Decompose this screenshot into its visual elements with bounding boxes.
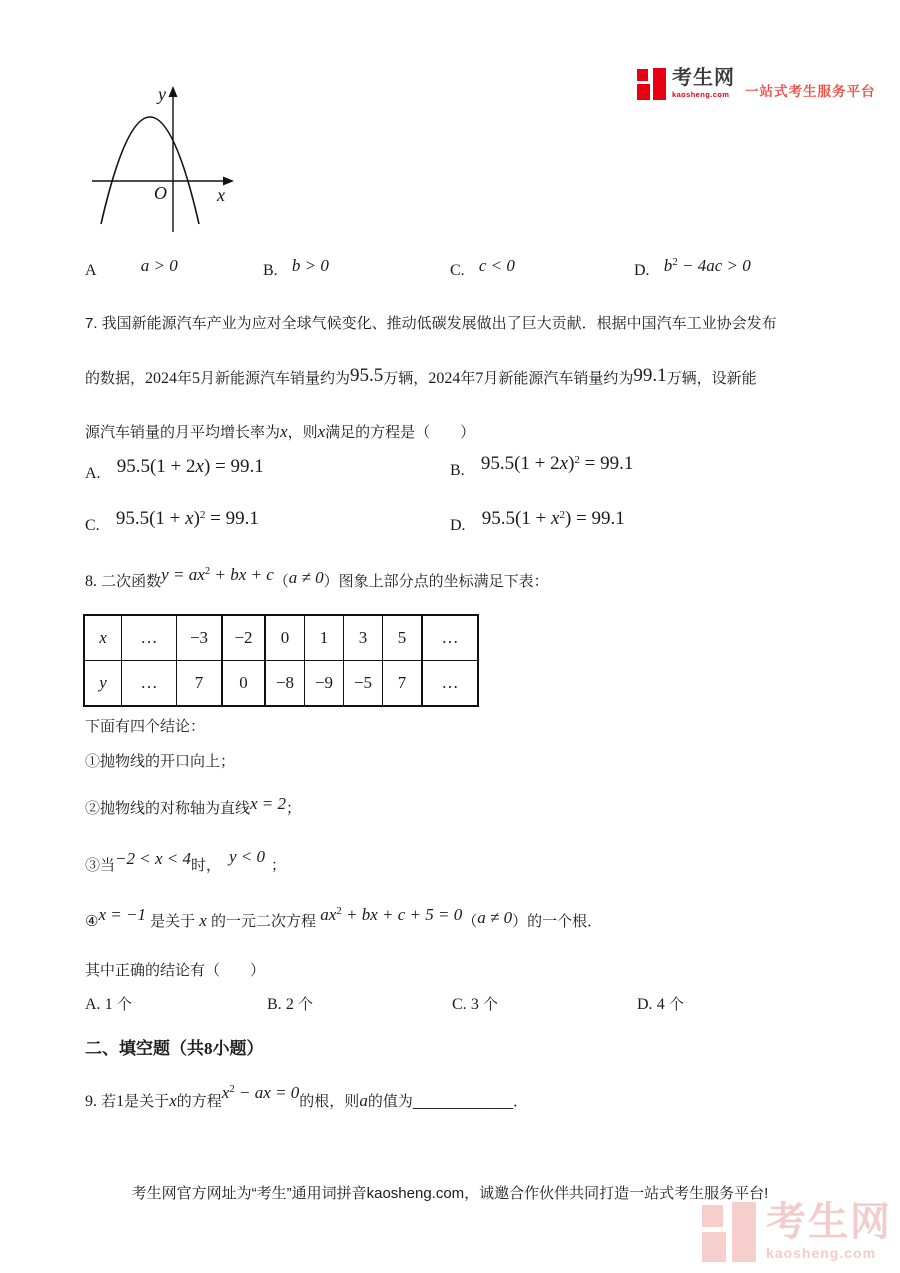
q8-question: 其中正确的结论有（ ） [85, 962, 266, 979]
y-axis-arrow [169, 86, 178, 97]
text: （ [273, 573, 289, 590]
footer-text: 考生网官方网址为“考生”通用词拼音kaosheng.com，诚邀合作伙伴共同打造一站式考生服务平台! [131, 1185, 769, 1202]
text: 时， [190, 857, 221, 874]
q7-text-line-3 [85, 419, 475, 445]
option-label: A [85, 262, 97, 279]
origin-label: O [154, 183, 167, 203]
text: ）图象上部分点的坐标满足下表： [323, 573, 549, 590]
table-cell: x [84, 615, 122, 661]
formula: ax [320, 905, 337, 924]
option-formula-base: b [663, 256, 673, 275]
text: 源汽车销量的月平均增长率为 [85, 424, 281, 441]
text: 年 [177, 370, 193, 387]
formula-sup: 2 [559, 509, 565, 521]
kaosheng-logo [637, 68, 876, 100]
table-cell: −9 [305, 661, 344, 707]
variable-a: a [359, 1091, 368, 1110]
q7-option-a [85, 453, 264, 482]
q8-conclusion-3 [85, 847, 287, 878]
sales-value-july: 99.1 [633, 365, 667, 386]
section-2-title [85, 1036, 264, 1062]
formula: −2 < x < 4 [115, 849, 191, 868]
option-unit: 个 [298, 996, 314, 1013]
option-number: 1 [104, 996, 113, 1013]
text: 的数据， [85, 370, 146, 387]
table-cell: … [422, 661, 478, 707]
variable-x: x [317, 422, 326, 441]
variable-x: x [280, 422, 288, 441]
option-formula-sup: 2 [672, 256, 678, 268]
text: 的一元二次方程 [206, 913, 321, 930]
text: ②抛物线的对称轴为直线 [85, 800, 251, 817]
text: 满足的方程是（ ） [325, 424, 476, 441]
text: 万辆， [383, 370, 429, 387]
q8-option-b [267, 993, 313, 1017]
formula: 95.5(1 + 2 [116, 456, 196, 477]
text: 若 [97, 1093, 117, 1110]
y-axis-label: y [158, 84, 166, 104]
text: 二、填空题（共 [85, 1039, 204, 1058]
table-cell: 0 [265, 615, 305, 661]
table-cell: 7 [177, 661, 223, 707]
q7-option-b [450, 450, 633, 479]
parabola-figure [90, 84, 238, 236]
formula: + bx + c + 5 = 0 [341, 905, 463, 924]
table-cell: −3 [177, 615, 223, 661]
q8-conclusions-intro: 下面有四个结论： [85, 718, 206, 735]
x-axis-label: x [217, 185, 225, 205]
formula: y < 0 [229, 847, 266, 866]
formula: 95.5(1 + 2 [480, 453, 560, 474]
table-row-y [84, 661, 478, 707]
watermark-text-block [766, 1202, 892, 1261]
formula: ) = 99.1 [564, 508, 625, 529]
formula: 95.5(1 + [481, 508, 552, 529]
text: ）的一个根． [512, 913, 603, 930]
formula: 95.5(1 + [115, 508, 186, 529]
text: ③当 [85, 857, 116, 874]
table-cell: 7 [383, 661, 423, 707]
table-cell: −5 [344, 661, 383, 707]
year: 2024 [145, 370, 178, 387]
formula: a ≠ 0 [288, 568, 324, 587]
table-cell: 0 [222, 661, 265, 707]
formula-sup: 2 [204, 565, 211, 577]
q8-conclusion-4 [85, 905, 603, 934]
q8-option-a [85, 993, 132, 1017]
q7-option-c [85, 505, 259, 534]
formula: x [551, 508, 560, 529]
table-cell: y [84, 661, 122, 707]
q7-text-line-2 [85, 364, 757, 393]
formula: = 99.1 [205, 508, 259, 529]
text: ； [271, 857, 287, 874]
text: 月新能源汽车销量约为 [200, 370, 351, 387]
text: 是关于 [145, 913, 200, 930]
logo-title: 考生网 [672, 67, 735, 89]
table-cell: 1 [305, 615, 344, 661]
parabola-curve [101, 117, 199, 224]
text: （ [462, 913, 478, 930]
formula-sup: 2 [336, 905, 342, 917]
formula: a ≠ 0 [477, 908, 513, 927]
table-cell: −8 [265, 661, 305, 707]
logo-domain: kaosheng.com [672, 90, 730, 99]
text: 月新能源汽车销量约为 [483, 370, 634, 387]
text: 年 [460, 370, 476, 387]
text: ④ [85, 913, 99, 930]
q8-conclusion-1: ①抛物线的开口向上； [85, 753, 236, 770]
table-row-x [84, 615, 478, 661]
q8-conclusion-2 [85, 795, 301, 821]
option-label: B. [267, 996, 282, 1013]
text: ； [286, 800, 302, 817]
option-formula-rest: − 4ac > 0 [677, 256, 751, 275]
question-number: 8. [85, 573, 97, 590]
formula: − ax = 0 [234, 1083, 300, 1102]
table-cell: … [422, 615, 478, 661]
formula: ) = 99.1 [203, 456, 264, 477]
table-cell: 3 [344, 615, 383, 661]
option-label: B. [450, 462, 465, 479]
option-label: D. [450, 517, 466, 534]
text: 小题） [212, 1039, 264, 1058]
table-cell: … [122, 615, 177, 661]
q8-intro [85, 565, 549, 594]
option-formula: c < 0 [478, 256, 515, 275]
option-label: D. [634, 262, 650, 279]
year: 2024 [428, 370, 461, 387]
text: 的根，则 [299, 1093, 360, 1110]
q6-option-b [263, 253, 329, 279]
formula: x [559, 453, 569, 474]
option-label: D. [637, 996, 653, 1013]
sales-value-may: 95.5 [350, 365, 384, 386]
month: 7 [475, 370, 484, 387]
watermark-logo-icon [702, 1202, 758, 1264]
q8-value-table [83, 614, 479, 707]
q6-option-c [450, 253, 515, 279]
q9-text [85, 1083, 528, 1114]
formula: ) [568, 453, 575, 474]
text: ． [512, 1093, 528, 1110]
question-number: 9. [85, 1093, 97, 1110]
formula-sup: 2 [229, 1083, 235, 1095]
q6-option-a [85, 253, 178, 279]
q7-option-d [450, 505, 625, 534]
option-formula: a > 0 [140, 256, 178, 275]
watermark-domain: kaosheng.com [766, 1245, 877, 1261]
variable-x: x [199, 911, 207, 930]
formula: = 99.1 [579, 453, 634, 474]
table-cell: −2 [222, 615, 265, 661]
kaosheng-watermark [702, 1202, 892, 1264]
option-unit: 个 [116, 996, 132, 1013]
text: 的方程 [176, 1093, 222, 1110]
logo-tagline: 一站式考生服务平台 [745, 84, 876, 99]
count: 8 [204, 1039, 213, 1058]
option-label: C. [450, 262, 465, 279]
kaosheng-logo-icon [637, 68, 667, 100]
option-label: A. [85, 996, 101, 1013]
text: 二次函数 [97, 573, 162, 590]
text: 的值为 [367, 1093, 413, 1110]
formula: x [185, 508, 194, 529]
option-unit: 个 [668, 996, 684, 1013]
month: 5 [192, 370, 201, 387]
option-number: 3 [470, 996, 479, 1013]
option-label: B. [263, 262, 278, 279]
option-label: A. [85, 465, 101, 482]
formula: y = ax [161, 565, 205, 584]
q6-option-d [634, 253, 751, 279]
formula: ) [193, 508, 200, 529]
option-label: C. [452, 996, 467, 1013]
option-formula: b > 0 [291, 256, 329, 275]
option-unit: 个 [483, 996, 499, 1013]
logo-text-block [672, 68, 735, 99]
variable-x: x [169, 1091, 177, 1110]
formula: x [195, 456, 204, 477]
q7-text-line-1: 7. 我国新能源汽车产业为应对全球气候变化、推动低碳发展做出了巨大贡献．根据中国汽车工业协会发布 [85, 315, 777, 332]
formula: x [221, 1083, 230, 1102]
q8-option-c [452, 993, 498, 1017]
answer-blank: ____________ [412, 1093, 513, 1110]
table-cell: … [122, 661, 177, 707]
text: 万辆，设新能 [666, 370, 757, 387]
formula: x = 2 [250, 794, 287, 813]
number: 1 [116, 1093, 125, 1110]
option-number: 4 [656, 996, 665, 1013]
formula-sup: 2 [574, 454, 580, 466]
formula: + bx + c [210, 565, 274, 584]
table-cell: 5 [383, 615, 423, 661]
formula-sup: 2 [199, 509, 206, 521]
text: ，则 [287, 424, 318, 441]
watermark-title: 考生网 [766, 1200, 892, 1244]
q8-option-d [637, 993, 684, 1017]
formula: x = −1 [98, 905, 146, 924]
option-number: 2 [285, 996, 294, 1013]
text: 是关于 [124, 1093, 170, 1110]
option-label: C. [85, 517, 100, 534]
